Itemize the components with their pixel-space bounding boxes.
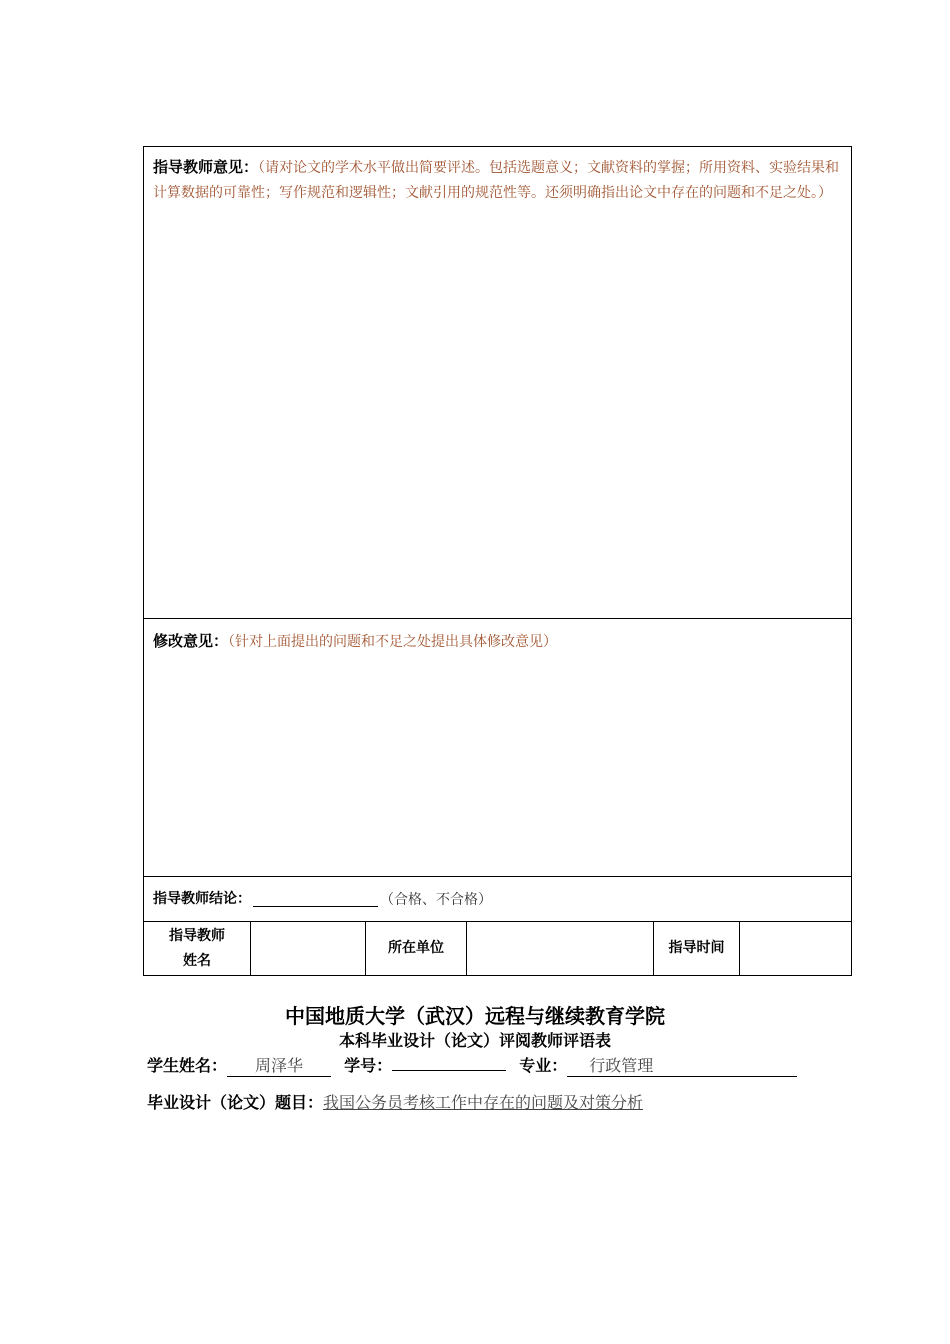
revision-section (144, 619, 851, 877)
page-title: 中国地质大学（武汉）远程与继续教育学院 (285, 1004, 665, 1028)
student-id-label: 学号： (344, 1056, 393, 1075)
unit-field[interactable] (467, 922, 654, 975)
unit-label-cell (366, 922, 467, 975)
conclusion-label: 指导教师结论： (153, 890, 251, 907)
thesis-topic-value: 我国公务员考核工作中存在的问题及对策分析 (323, 1093, 644, 1112)
student-name-value: 周泽华 (227, 1056, 331, 1077)
time-field[interactable] (740, 922, 851, 975)
unit-label: 所在单位 (388, 940, 444, 956)
student-info-line (147, 1053, 837, 1077)
signature-row (144, 922, 851, 975)
teacher-opinion-label: 指导教师意见： (153, 158, 259, 176)
conclusion-blank[interactable] (253, 892, 378, 907)
conclusion-row (144, 877, 851, 922)
major-label: 专业： (519, 1056, 568, 1075)
teacher-opinion-section (144, 147, 851, 619)
time-label: 指导时间 (668, 940, 725, 956)
student-id-value (392, 1070, 506, 1071)
revision-hint: （针对上面提出的问题和不足之处提出具体修改意见） (228, 634, 558, 650)
teacher-opinion-text (153, 155, 842, 206)
review-table (143, 146, 852, 976)
thesis-topic-line (147, 1090, 643, 1113)
teacher-name-field[interactable] (251, 922, 366, 975)
teacher-name-label-cell (144, 922, 251, 975)
student-name-label: 学生姓名： (147, 1056, 228, 1075)
thesis-topic-label: 毕业设计（论文）题目： (147, 1093, 324, 1112)
teacher-name-label-line1: 指导教师 (169, 927, 225, 944)
conclusion-note: （合格、不合格） (380, 892, 492, 908)
time-label-cell (654, 922, 740, 975)
teacher-opinion-hint: （请对论文的学术水平做出简要评述。包括选题意义；文献资料的掌握；所用资料、实验结果和计算数据的可靠性；写作规范和逻辑性；文献引用的规范性等。还须明确指出论文中存在的问题和不足之处。） (153, 160, 840, 201)
page-subtitle: 本科毕业设计（论文）评阅教师评语表 (338, 1031, 611, 1050)
teacher-name-label-line2: 姓名 (183, 952, 211, 969)
major-value: 行政管理 (567, 1056, 797, 1077)
revision-label: 修改意见： (153, 632, 229, 650)
